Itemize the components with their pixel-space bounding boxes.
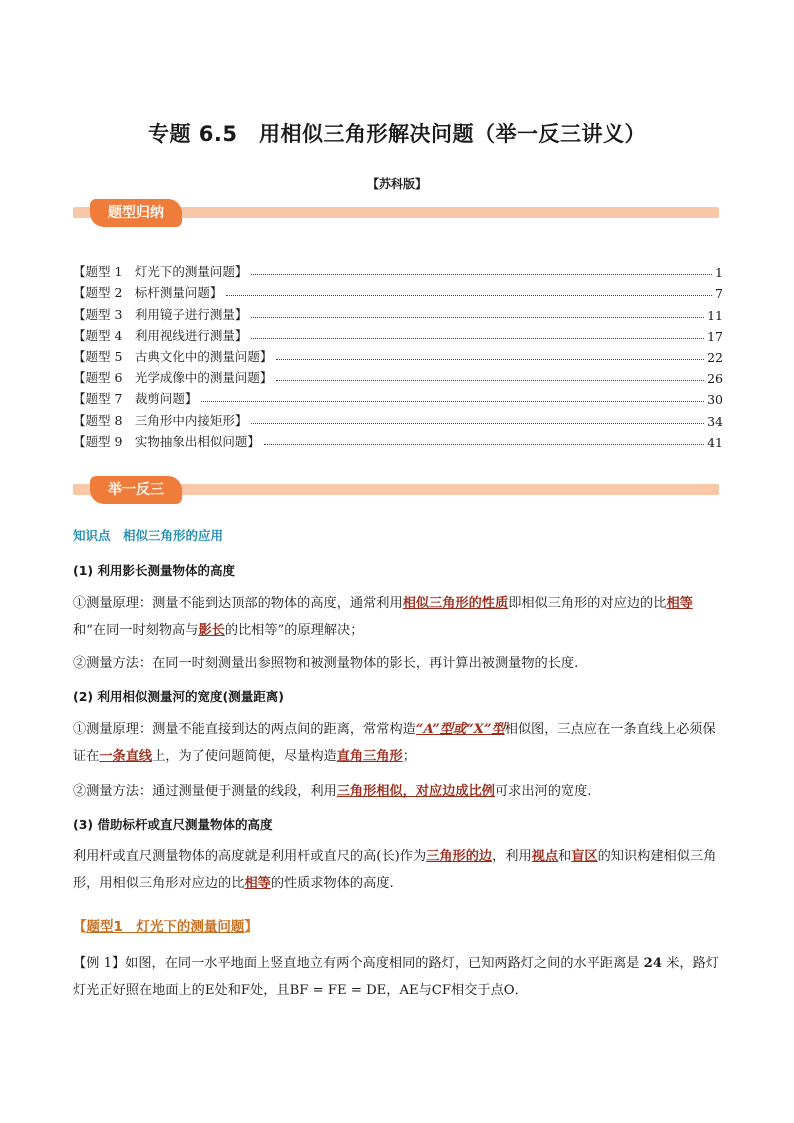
toc-item[interactable] — [73, 344, 723, 365]
example1-text: 【例 1】如图，在同一水平地面上竖直地立有两个高度相同的路灯，已知两路灯之间的水平距离是 24 米，路灯灯光正好照在地面上的E处和F处，且BF = FE = DE，AE与CF相交于点O． — [73, 956, 719, 998]
toc-leader-dots — [264, 444, 704, 445]
toc-item-page: 17 — [707, 328, 723, 344]
section1-principle: ①测量原理：测量不能到达顶部的物体的高度，通常利用相似三角形的性质即相似三角形的对应边的比相等和“在同一时刻物高与影长的比相等”的原理解决； — [73, 596, 693, 638]
toc-leader-dots — [251, 317, 704, 318]
knowledge-point-heading: 知识点 相似三角形的应用 — [73, 528, 224, 543]
toc-item[interactable] — [73, 365, 723, 386]
toc-item-page: 26 — [707, 371, 723, 387]
toc-leader-dots — [276, 359, 704, 360]
toc-item[interactable] — [73, 323, 723, 344]
toc-leader-dots — [251, 338, 704, 339]
toc-item-label: 【题型 8 三角形中内接矩形】 — [73, 412, 248, 428]
toc-item-label: 【题型 3 利用镜子进行测量】 — [73, 306, 248, 322]
toc-item-page: 41 — [707, 434, 723, 450]
toc-item-page: 30 — [707, 392, 723, 408]
page-title: 专题 6.5 用相似三角形解决问题（举一反三讲义） — [147, 122, 646, 146]
toc-item-label: 【题型 4 利用视线进行测量】 — [73, 327, 248, 343]
toc-leader-dots — [251, 423, 704, 424]
toc-item[interactable] — [73, 280, 723, 301]
toc-item-page: 1 — [715, 265, 723, 281]
toc-leader-dots — [276, 380, 704, 381]
section1-heading: (1) 利用影长测量物体的高度 — [73, 563, 235, 578]
section1-method: ②测量方法：在同一时刻测量出参照物和被测量物体的影长，再计算出被测量物的长度. — [73, 656, 579, 671]
toc-item-label: 【题型 9 实物抽象出相似问题】 — [73, 433, 260, 449]
toc-item-label: 【题型 1 灯光下的测量问题】 — [73, 264, 248, 280]
toc-item[interactable] — [73, 259, 723, 280]
edition-label: 【苏科版】 — [366, 177, 427, 191]
table-of-contents — [73, 259, 723, 450]
section3-body: 利用杆或直尺测量物体的高度就是利用杆或直尺的高(长)作为三角形的边，利用视点和盲区的知识构建相似三角形，用相似三角形对应边的比相等的性质求物体的高度. — [73, 849, 717, 891]
toc-item-page: 11 — [707, 307, 723, 323]
toc-leader-dots — [226, 295, 712, 296]
toc-item[interactable] — [73, 301, 723, 322]
toc-item-label: 【题型 7 裁剪问题】 — [73, 391, 198, 407]
toc-item-label: 【题型 2 标杆测量问题】 — [73, 285, 223, 301]
section-badge-toc: 题型归纳 — [90, 199, 182, 227]
section-badge-main: 举一反三 — [90, 476, 182, 504]
toc-item-page: 7 — [715, 286, 723, 302]
toc-leader-dots — [201, 401, 704, 402]
toc-leader-dots — [251, 274, 712, 275]
section2-method: ②测量方法：通过测量便于测量的线段，利用三角形相似，对应边成比例可求出河的宽度. — [73, 784, 592, 799]
toc-item-label: 【题型 6 光学成像中的测量问题】 — [73, 370, 273, 386]
toc-item[interactable] — [73, 407, 723, 428]
toc-item-page: 22 — [707, 349, 723, 365]
toc-item-page: 34 — [707, 413, 723, 429]
section2-principle: ①测量原理：测量不能直接到达的两点间的距离，常常构造“A”型或“X”型相似图，三点应在一条直线上必须保证在一条直线上，为了使问题简便，尽量构造直角三角形； — [73, 722, 716, 764]
section3-heading: (3) 借助标杆或直尺测量物体的高度 — [73, 817, 273, 832]
toc-item[interactable] — [73, 429, 723, 450]
toc-item[interactable] — [73, 386, 723, 407]
type1-heading: 【题型1 灯光下的测量问题】 — [73, 919, 258, 935]
section2-heading: (2) 利用相似测量河的宽度(测量距离) — [73, 689, 284, 704]
toc-item-label: 【题型 5 古典文化中的测量问题】 — [73, 348, 273, 364]
